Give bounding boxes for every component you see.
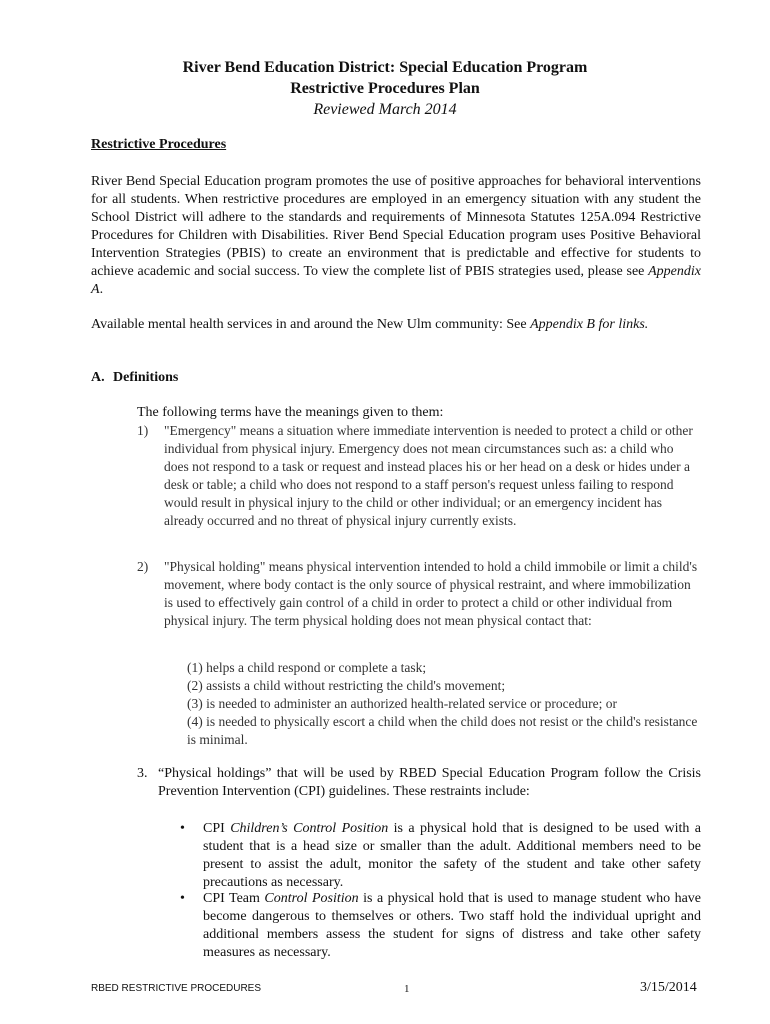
document-title: [0, 57, 770, 120]
restrictive-procedures-heading: Restrictive Procedures: [91, 137, 227, 152]
footer-date: 3/15/2014: [640, 980, 697, 995]
definitions-heading: [91, 370, 178, 386]
bullet-emphasis: Children’s Control Position: [230, 821, 389, 836]
definitions-title: Definitions: [113, 370, 179, 385]
footer-label: RBED RESTRICTIVE PROCEDURES: [91, 983, 262, 994]
definition-item: [137, 422, 701, 530]
bullet-icon: •: [180, 891, 185, 906]
exception-item: (3) is needed to administer an authorized health-related service or procedure; or: [187, 696, 617, 711]
cpi-bullet-item: [180, 820, 701, 892]
bullet-text: [203, 820, 701, 892]
definition-text: "Physical holding" means physical intervention intended to hold a child immobile or limit a child's movement, where body contact is the only source of physical restraint, and where immobilization is used to effectively gain control of a child in order to protect a child or other individual from physical injury. The term physical holding does not mean physical contact that:: [164, 559, 698, 628]
definition-number: 1): [137, 423, 149, 438]
definitions-number: A.: [91, 370, 105, 385]
intro-text: River Bend Special Education program promotes the use of positive approaches for behavioral interventions for all students. When restrictive procedures are employed in an emergency situation with any student the School District will adhere to the standards and requirements of Minnesota Statutes 125A.094 Restrictive Procedures for Children with Disabilities. River Bend Special Education program uses Positive Behavioral Intervention Strategies (PBIS) to create an environment that is predictable and effective for students to achieve academic and social success. To view the complete list of PBIS strategies used, please see: [91, 174, 701, 279]
exception-item: (2) assists a child without restricting the child's movement;: [187, 678, 506, 693]
exception-item: (4) is needed to physically escort a child when the child does not resist or the child's resistance is minimal.: [187, 714, 698, 747]
bullet-rest: is a physical hold that is used to manage student who have become dangerous to themselves or others. Two staff hold the individual upright and additional members assess the student for signs of distress and take other safety measures as necessary.: [203, 891, 701, 960]
mental-health-paragraph: [91, 316, 701, 334]
bullet-rest: is a physical hold that is designed to be used with a student that is a head size or smaller than the adult. Additional members need to be present to assist the adult, monitor the safety of the student and take other safety precautions as necessary.: [203, 821, 701, 890]
physical-holdings-item: [137, 765, 701, 801]
exception-item: (1) helps a child respond or complete a task;: [187, 660, 427, 675]
bullet-text: [203, 890, 701, 962]
appendix-b-reference: Appendix B for links.: [530, 317, 649, 332]
cpi-bullet-item: [180, 890, 701, 962]
definition-text: "Emergency" means a situation where immediate intervention is needed to protect a child or other individual from physical injury. Emergency does not mean circumstances such as: a child who does not respond to a task or request and instead places his or her head on a desk or hides under a desk or table; a child who does not respond to a staff person's request unless failing to respond would result in physical injury to the child or other individual; or an emergency incident has already occurred and no threat of physical injury currently exists.: [164, 423, 693, 528]
physical-holdings-text: “Physical holdings” that will be used by RBED Special Education Program follow the Crisis Prevention Intervention (CPI) guidelines. These restraints include:: [158, 766, 701, 799]
appendix-a-reference: Appendix A: [91, 264, 701, 297]
mental-health-text: Available mental health services in and around the New Ulm community: See: [91, 317, 531, 332]
bullet-emphasis: Control Position: [264, 891, 359, 906]
intro-paragraph: [91, 173, 701, 299]
bullet-prefix: CPI: [203, 821, 231, 836]
title-line-2: Restrictive Procedures Plan: [290, 80, 480, 97]
physical-contact-exceptions: [187, 659, 707, 749]
definition-number: 2): [137, 559, 149, 574]
physical-holdings-number: 3.: [137, 766, 148, 781]
intro-end: .: [99, 282, 104, 297]
definitions-intro: The following terms have the meanings given to them:: [137, 405, 444, 420]
definition-item: [137, 558, 701, 630]
bullet-prefix: CPI Team: [203, 891, 265, 906]
footer-page-number: 1: [404, 983, 410, 995]
bullet-icon: •: [180, 821, 185, 836]
title-line-1: River Bend Education District: Special Education Program: [182, 59, 588, 76]
title-line-3: Reviewed March 2014: [313, 101, 457, 118]
